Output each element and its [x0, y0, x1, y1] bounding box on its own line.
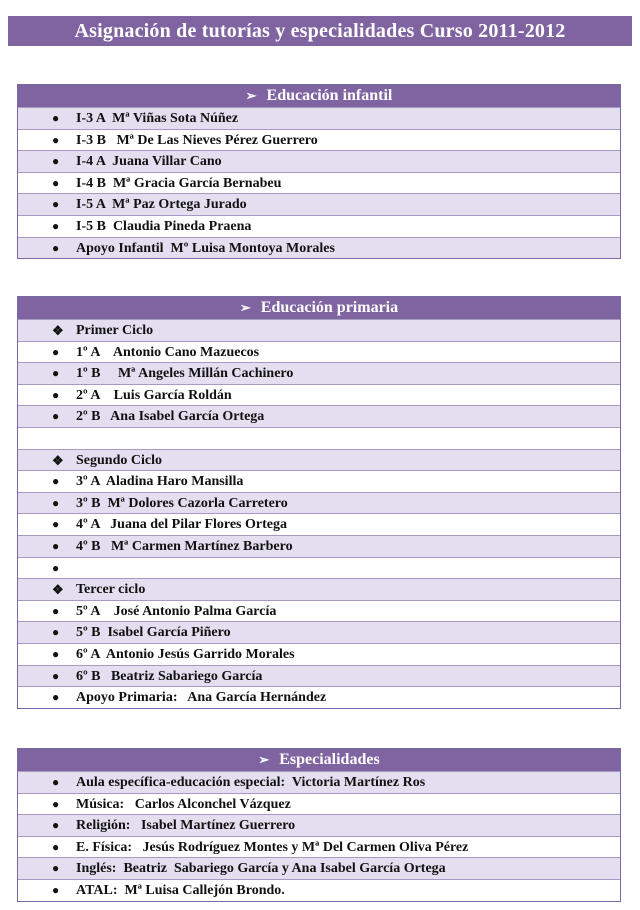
subheading-text: Segundo Ciclo — [76, 452, 162, 468]
list-item-text: I-5 A Mª Paz Ortega Jurado — [76, 197, 247, 213]
bullet-icon: ● — [52, 197, 60, 212]
list-item — [18, 857, 620, 879]
bullet-icon: ● — [52, 387, 60, 402]
list-item — [18, 492, 620, 514]
bullet-icon: ● — [52, 775, 60, 789]
list-item — [18, 686, 620, 708]
list-item-text: I-4 B Mª Gracia García Bernabeu — [76, 175, 282, 191]
list-item — [18, 600, 620, 622]
section-heading-text: Educación primaria — [260, 299, 399, 316]
list-item — [18, 621, 620, 643]
bullet-icon: ● — [52, 839, 60, 854]
bullet-icon: ● — [52, 218, 60, 233]
subheading-text: Primer Ciclo — [76, 323, 154, 338]
bullet-icon: ● — [52, 517, 60, 532]
bullet-icon: ● — [52, 861, 60, 876]
list-item-text: 4º A Juana del Pilar Flores Ortega — [76, 517, 287, 533]
bullet-icon: ● — [52, 796, 60, 811]
list-item — [18, 172, 620, 194]
bullet-icon: ● — [52, 882, 60, 897]
list-item-text: 2º A Luis García Roldán — [76, 387, 232, 403]
list-item-text: 3º A Aladina Haro Mansilla — [76, 474, 244, 490]
list-item — [18, 814, 620, 836]
list-item — [18, 129, 620, 151]
list-item — [18, 879, 620, 901]
list-item — [18, 836, 620, 858]
list-item-text: ATAL: Mª Luisa Callejón Brondo. — [76, 882, 285, 898]
subheading-row — [18, 319, 620, 341]
list-item-text: Apoyo Infantil Mº Luisa Montoya Morales — [76, 240, 335, 256]
bullet-icon: ● — [52, 625, 60, 640]
section-heading — [18, 85, 620, 107]
list-item-text: I-3 A Mª Viñas Sota Núñez — [76, 111, 239, 126]
list-item — [18, 557, 620, 579]
list-item-text: 5º A José Antonio Palma García — [76, 603, 277, 619]
list-item-text: I-4 A Juana Villar Cano — [76, 154, 222, 170]
section-especialidades — [17, 748, 621, 902]
bullet-icon: ● — [52, 132, 60, 147]
bullet-icon: ● — [52, 154, 60, 169]
bullet-icon: ● — [52, 495, 60, 510]
list-item-text: Música: Carlos Alconchel Vázquez — [76, 796, 291, 812]
list-item-text: 2º B Ana Isabel García Ortega — [76, 409, 265, 425]
section-heading — [18, 297, 620, 319]
list-item — [18, 341, 620, 363]
bullet-icon: ● — [52, 366, 60, 381]
list-item-text: 3º B Mª Dolores Cazorla Carretero — [76, 495, 288, 511]
list-item-text: 4º B Mª Carmen Martínez Barbero — [76, 538, 293, 554]
list-item — [18, 384, 620, 406]
bullet-icon: ● — [52, 690, 60, 705]
list-item — [18, 643, 620, 665]
list-item — [18, 513, 620, 535]
arrow-icon: ➢ — [258, 752, 270, 767]
bullet-icon: ● — [52, 175, 60, 190]
bullet-icon: ● — [52, 409, 60, 424]
list-item — [18, 215, 620, 237]
list-item-text: 5º B Isabel García Piñero — [76, 625, 231, 641]
bullet-icon: ● — [52, 240, 60, 255]
section-heading-text: Educación infantil — [266, 87, 393, 104]
bullet-icon: ● — [52, 668, 60, 683]
list-item — [18, 793, 620, 815]
diamond-icon: ❖ — [52, 323, 64, 338]
bullet-icon: ● — [52, 560, 60, 575]
list-item-text: 1º B Mª Angeles Millán Cachinero — [76, 366, 294, 382]
section-infantil — [17, 84, 621, 259]
subheading-row — [18, 578, 620, 600]
subheading-row — [18, 449, 620, 471]
list-item — [18, 771, 620, 793]
list-item — [18, 193, 620, 215]
diamond-icon: ❖ — [52, 582, 64, 598]
list-item — [18, 150, 620, 172]
bullet-icon: ● — [52, 603, 60, 618]
list-item — [18, 665, 620, 687]
blank-row — [18, 427, 620, 449]
list-item-text: Inglés: Beatriz Sabariego García y Ana Isabel García Ortega — [76, 861, 446, 877]
section-heading — [18, 749, 620, 771]
list-item-text: Aula específica-educación especial: Victoria Martínez Ros — [76, 775, 426, 790]
list-item-text: 1º A Antonio Cano Mazuecos — [76, 344, 260, 360]
list-item-text: I-3 B Mª De Las Nieves Pérez Guerrero — [76, 132, 318, 148]
list-item — [18, 237, 620, 259]
list-item-text: I-5 B Claudia Pineda Praena — [76, 218, 252, 234]
list-item-text: 6º A Antonio Jesús Garrido Morales — [76, 646, 295, 662]
arrow-icon: ➢ — [239, 300, 251, 315]
bullet-icon: ● — [52, 818, 60, 833]
bullet-icon: ● — [52, 538, 60, 553]
list-item-text: Religión: Isabel Martínez Guerrero — [76, 818, 296, 834]
list-item — [18, 405, 620, 427]
list-item — [18, 470, 620, 492]
bullet-icon: ● — [52, 344, 60, 359]
list-item — [18, 535, 620, 557]
section-primaria — [17, 296, 621, 709]
list-item-text: E. Física: Jesús Rodríguez Montes y Mª Del Carmen Oliva Pérez — [76, 839, 469, 855]
subheading-text: Tercer ciclo — [76, 582, 146, 598]
bullet-icon: ● — [52, 111, 60, 125]
bullet-icon: ● — [52, 474, 60, 489]
bullet-icon: ● — [52, 646, 60, 661]
list-item-text: 6º B Beatriz Sabariego García — [76, 668, 263, 684]
arrow-icon: ➢ — [245, 88, 257, 103]
page-title: Asignación de tutorías y especialidades Curso 2011-2012 — [8, 16, 632, 46]
list-item-text: Apoyo Primaria: Ana García Hernández — [76, 690, 327, 706]
list-item — [18, 107, 620, 129]
list-item — [18, 362, 620, 384]
section-heading-text: Especialidades — [279, 751, 380, 768]
diamond-icon: ❖ — [52, 452, 64, 468]
